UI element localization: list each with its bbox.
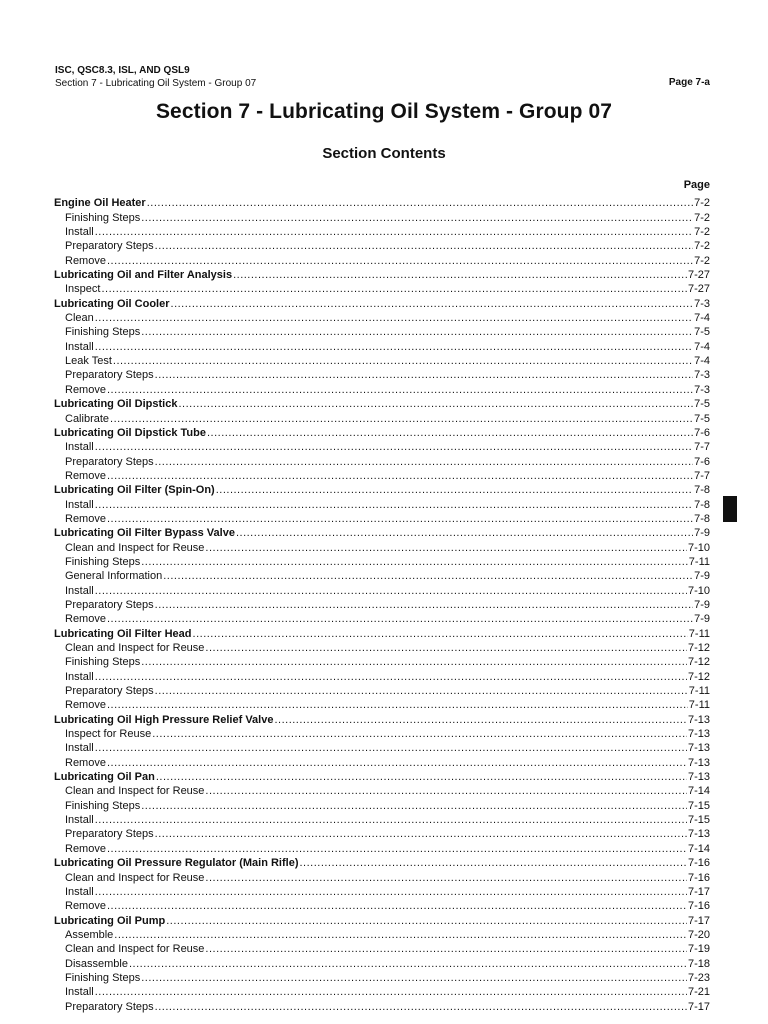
toc-entry-page: 7-10 (687, 584, 710, 597)
dot-leader (205, 784, 687, 798)
toc-entry-label: Remove (65, 699, 106, 712)
toc-entry-label: Inspect for Reuse (65, 728, 152, 741)
dot-leader (95, 311, 693, 325)
dot-leader (141, 211, 693, 225)
toc-item-row (54, 598, 710, 612)
toc-item-row (54, 985, 710, 999)
toc-entry-page: 7-7 (694, 469, 710, 482)
toc-entry-page: 7-5 (694, 412, 710, 425)
toc-item-row (54, 942, 710, 956)
toc-entry-label: Install (65, 584, 94, 597)
toc-entry-page: 7-11 (688, 699, 710, 712)
toc-entry-label: Remove (65, 383, 106, 396)
toc-group-row (54, 196, 710, 210)
toc-entry-page: 7-3 (694, 383, 710, 396)
toc-entry-label: Lubricating Oil Pressure Regulator (Main Rifle) (54, 857, 299, 870)
toc-item-row (54, 411, 710, 425)
toc-entry-label: Install (65, 814, 94, 827)
toc-entry-label: Remove (65, 900, 106, 913)
dot-leader (95, 670, 687, 684)
toc-item-row (54, 325, 710, 339)
dot-leader (95, 440, 693, 454)
dot-leader (141, 555, 688, 569)
toc-entry-label: Preparatory Steps (65, 455, 154, 468)
dot-leader (155, 1000, 687, 1014)
dot-leader (107, 254, 693, 268)
dot-leader (163, 569, 693, 583)
dot-leader (107, 698, 688, 712)
toc-entry-page: 7-27 (687, 283, 710, 296)
toc-entry-page: 7-13 (687, 828, 710, 841)
toc-entry-page: 7-16 (687, 900, 710, 913)
toc-entry-label: Finishing Steps (65, 555, 141, 568)
toc-entry-page: 7-21 (687, 986, 710, 999)
toc-group-row (54, 483, 710, 497)
toc-entry-page: 7-4 (694, 312, 710, 325)
page-title: Section 7 - Lubricating Oil System - Group 07 (155, 100, 613, 123)
toc-item-row (54, 684, 710, 698)
toc-entry-label: Clean and Inspect for Reuse (65, 871, 205, 884)
dot-leader (95, 584, 687, 598)
toc-group-row (54, 712, 710, 726)
dot-leader (155, 455, 693, 469)
toc-item-row (54, 999, 710, 1013)
dot-leader (95, 741, 687, 755)
toc-entry-label: Finishing Steps (65, 799, 141, 812)
dot-leader (205, 541, 687, 555)
toc-entry-page: 7-17 (687, 914, 710, 927)
toc-entry-page: 7-12 (687, 656, 710, 669)
dot-leader (207, 426, 693, 440)
running-header (55, 64, 256, 90)
toc-item-row (54, 841, 710, 855)
toc-entry-page: 7-13 (687, 713, 710, 726)
toc-entry-label: Engine Oil Heater (54, 197, 146, 210)
toc-group-row (54, 856, 710, 870)
toc-entry-page: 7-16 (687, 871, 710, 884)
header-section: Section 7 - Lubricating Oil System - Group 07 (55, 78, 257, 89)
dot-leader (95, 813, 687, 827)
toc-item-row (54, 698, 710, 712)
dot-leader (107, 756, 687, 770)
toc-entry-page: 7-6 (694, 426, 710, 439)
toc-item-row (54, 555, 710, 569)
dot-leader (113, 354, 693, 368)
dot-leader (205, 942, 687, 956)
toc-entry-page: 7-2 (694, 254, 710, 267)
toc-entry-label: Remove (65, 756, 106, 769)
toc-item-row (54, 669, 710, 683)
toc-entry-label: Remove (65, 842, 106, 855)
dot-leader (107, 512, 693, 526)
toc-entry-page: 7-20 (687, 928, 710, 941)
toc-entry-label: Remove (65, 254, 106, 267)
toc-entry-page: 7-9 (694, 570, 710, 583)
toc-entry-label: Clean and Inspect for Reuse (65, 541, 205, 554)
toc-entry-label: Install (65, 498, 94, 511)
toc-entry-label: Lubricating Oil Pan (54, 771, 155, 784)
toc-entry-page: 7-2 (694, 226, 710, 239)
toc-entry-page: 7-12 (687, 670, 710, 683)
toc-entry-label: Clean and Inspect for Reuse (65, 642, 205, 654)
toc-entry-page: 7-23 (687, 971, 710, 984)
toc-entry-page: 7-16 (687, 857, 710, 870)
toc-item-row (54, 569, 710, 583)
dot-leader (95, 340, 693, 354)
dot-leader (156, 770, 687, 784)
dot-leader (141, 799, 687, 813)
toc-entry-page: 7-6 (694, 455, 710, 468)
toc-item-row (54, 225, 710, 239)
dot-leader (155, 239, 693, 253)
toc-item-row (54, 454, 710, 468)
toc-entry-page: 7-8 (694, 498, 710, 511)
toc-item-row (54, 827, 710, 841)
dot-leader (205, 641, 687, 655)
toc-entry-label: Clean and Inspect for Reuse (65, 785, 205, 798)
dot-leader (147, 196, 693, 210)
toc-entry-label: Leak Test (65, 355, 112, 368)
toc-item-row (54, 368, 710, 382)
toc-entry-label: Remove (65, 613, 106, 626)
toc-group-row (54, 268, 710, 282)
toc-item-row (54, 339, 710, 353)
toc-item-row (54, 655, 710, 669)
section-contents-heading: Section Contents (322, 145, 446, 162)
toc-item-row (54, 311, 710, 325)
toc-entry-label: Preparatory Steps (65, 598, 154, 611)
dot-leader (141, 655, 687, 669)
toc-entry-label: Lubricating Oil Dipstick Tube (54, 426, 206, 439)
toc-group-row (54, 397, 710, 411)
toc-entry-page: 7-12 (687, 642, 710, 654)
toc-entry-label: Install (65, 885, 94, 898)
toc-item-row (54, 612, 710, 626)
toc-entry-label: Install (65, 340, 94, 353)
toc-item-row (54, 813, 710, 827)
toc-entry-page: 7-15 (687, 799, 710, 812)
toc-item-row (54, 354, 710, 368)
toc-item-row (54, 899, 710, 913)
toc-entry-label: Finishing Steps (65, 971, 141, 984)
toc-entry-page: 7-5 (694, 326, 710, 339)
toc-group-row (54, 526, 710, 540)
dot-leader (107, 612, 693, 626)
toc-entry-label: Inspect (65, 283, 101, 296)
toc-entry-label: General Information (65, 570, 163, 583)
dot-leader (129, 957, 687, 971)
toc-item-row (54, 440, 710, 454)
toc-entry-label: Clean (65, 312, 94, 325)
dot-leader (205, 871, 687, 885)
toc-entry-page: 7-10 (687, 541, 710, 554)
toc-entry-label: Preparatory Steps (65, 369, 154, 382)
dot-leader (155, 827, 687, 841)
page-column-label: Page (683, 179, 710, 191)
toc-item-row (54, 885, 710, 899)
dot-leader (155, 684, 688, 698)
toc-item-row (54, 928, 710, 942)
toc-item-row (54, 512, 710, 526)
toc-entry-page: 7-2 (694, 240, 710, 253)
toc-item-row (54, 253, 710, 267)
toc-entry-page: 7-9 (694, 598, 710, 611)
toc-entry-page: 7-17 (687, 885, 710, 898)
toc-entry-page: 7-4 (694, 355, 710, 368)
toc-group-row (54, 626, 710, 640)
toc-entry-page: 7-5 (694, 398, 710, 411)
dot-leader (107, 842, 687, 856)
toc-entry-label: Assemble (65, 928, 114, 941)
toc-entry-label: Finishing Steps (65, 326, 141, 339)
toc-item-row (54, 382, 710, 396)
toc-entry-page: 7-13 (687, 728, 710, 741)
toc-entry-page: 7-14 (687, 842, 710, 855)
dot-leader (236, 526, 693, 540)
toc-entry-page: 7-3 (694, 297, 710, 310)
dot-leader (155, 368, 693, 382)
toc-item-row (54, 971, 710, 985)
dot-leader (95, 498, 693, 512)
dot-leader (233, 268, 687, 282)
toc-entry-label: Lubricating Oil Filter Head (54, 627, 192, 640)
toc-entry-label: Calibrate (65, 412, 110, 425)
toc-item-row (54, 727, 710, 741)
dot-leader (107, 899, 687, 913)
toc-entry-page: 7-9 (694, 527, 710, 540)
toc-entry-label: Preparatory Steps (65, 685, 154, 698)
toc-item-row (54, 583, 710, 597)
toc-entry-label: Install (65, 670, 94, 683)
toc-item-row (54, 641, 710, 655)
toc-entry-label: Lubricating Oil Cooler (54, 297, 170, 310)
toc-entry-page: 7-19 (687, 943, 710, 956)
toc-entry-page: 7-8 (694, 484, 710, 497)
dot-leader (101, 282, 687, 296)
toc-entry-label: Remove (65, 469, 106, 482)
toc-entry-label: Install (65, 441, 94, 454)
toc-entry-page: 7-27 (687, 269, 710, 282)
toc-item-row (54, 798, 710, 812)
toc-entry-page: 7-3 (694, 369, 710, 382)
toc-group-row (54, 296, 710, 310)
toc-item-row (54, 239, 710, 253)
toc-entry-page: 7-17 (687, 1000, 710, 1013)
dot-leader (299, 856, 686, 870)
dot-leader (193, 627, 688, 641)
toc-entry-label: Preparatory Steps (65, 828, 154, 841)
dot-leader (274, 713, 687, 727)
dot-leader (95, 885, 687, 899)
dot-leader (107, 469, 693, 483)
toc-item-row (54, 870, 710, 884)
toc-item-row (54, 540, 710, 554)
toc-item-row (54, 282, 710, 296)
toc-item-row (54, 755, 710, 769)
dot-leader (178, 397, 693, 411)
dot-leader (114, 928, 687, 942)
toc-entry-page: 7-9 (694, 613, 710, 626)
toc-group-row (54, 913, 710, 927)
toc-item-row (54, 784, 710, 798)
dot-leader (171, 297, 694, 311)
toc-entry-page: 7-14 (687, 785, 710, 798)
toc-item-row (54, 469, 710, 483)
dot-leader (155, 598, 693, 612)
toc-entry-page: 7-15 (687, 814, 710, 827)
toc-entry-page: 7-11 (688, 555, 710, 568)
dot-leader (107, 383, 693, 397)
toc-entry-label: Install (65, 226, 94, 239)
toc-entry-label: Remove (65, 512, 106, 525)
dot-leader (141, 325, 693, 339)
dot-leader (152, 727, 687, 741)
table-of-contents (54, 196, 710, 1014)
toc-entry-label: Install (65, 742, 94, 755)
toc-entry-label: Lubricating Oil and Filter Analysis (54, 269, 233, 282)
toc-entry-label: Clean and Inspect for Reuse (65, 943, 205, 956)
toc-entry-page: 7-2 (694, 197, 710, 210)
toc-entry-label: Lubricating Oil Filter (Spin-On) (54, 484, 215, 497)
toc-entry-label: Lubricating Oil Pump (54, 914, 166, 927)
dot-leader (141, 971, 687, 985)
toc-entry-page: 7-2 (694, 211, 710, 224)
toc-entry-page: 7-18 (687, 957, 710, 970)
toc-entry-label: Lubricating Oil High Pressure Relief Valve (54, 713, 274, 726)
header-models: ISC, QSC8.3, ISL, AND QSL9 (55, 65, 190, 76)
dot-leader (166, 914, 687, 928)
dot-leader (216, 483, 693, 497)
toc-entry-label: Finishing Steps (65, 656, 141, 669)
toc-entry-page: 7-11 (688, 685, 710, 698)
toc-entry-page: 7-13 (687, 742, 710, 755)
dot-leader (110, 412, 693, 426)
dot-leader (95, 225, 693, 239)
toc-entry-page: 7-13 (687, 771, 710, 784)
toc-group-row (54, 770, 710, 784)
toc-entry-label: Lubricating Oil Filter Bypass Valve (54, 527, 235, 540)
toc-item-row (54, 210, 710, 224)
toc-group-row (54, 426, 710, 440)
toc-item-row (54, 956, 710, 970)
toc-entry-page: 7-13 (687, 756, 710, 769)
toc-entry-page: 7-8 (694, 512, 710, 525)
toc-item-row (54, 497, 710, 511)
header-page-number: Page 7-a (668, 77, 710, 88)
toc-entry-label: Preparatory Steps (65, 240, 154, 253)
dot-leader (95, 985, 687, 999)
section-thumb-tab (723, 496, 737, 522)
toc-entry-label: Finishing Steps (65, 211, 141, 224)
toc-entry-page: 7-4 (694, 340, 710, 353)
toc-entry-label: Disassemble (65, 957, 128, 970)
toc-entry-page: 7-7 (694, 441, 710, 454)
toc-entry-label: Preparatory Steps (65, 1000, 154, 1013)
toc-entry-label: Lubricating Oil Dipstick (54, 398, 178, 411)
toc-entry-page: 7-11 (688, 627, 710, 640)
toc-item-row (54, 741, 710, 755)
toc-entry-label: Install (65, 986, 94, 999)
